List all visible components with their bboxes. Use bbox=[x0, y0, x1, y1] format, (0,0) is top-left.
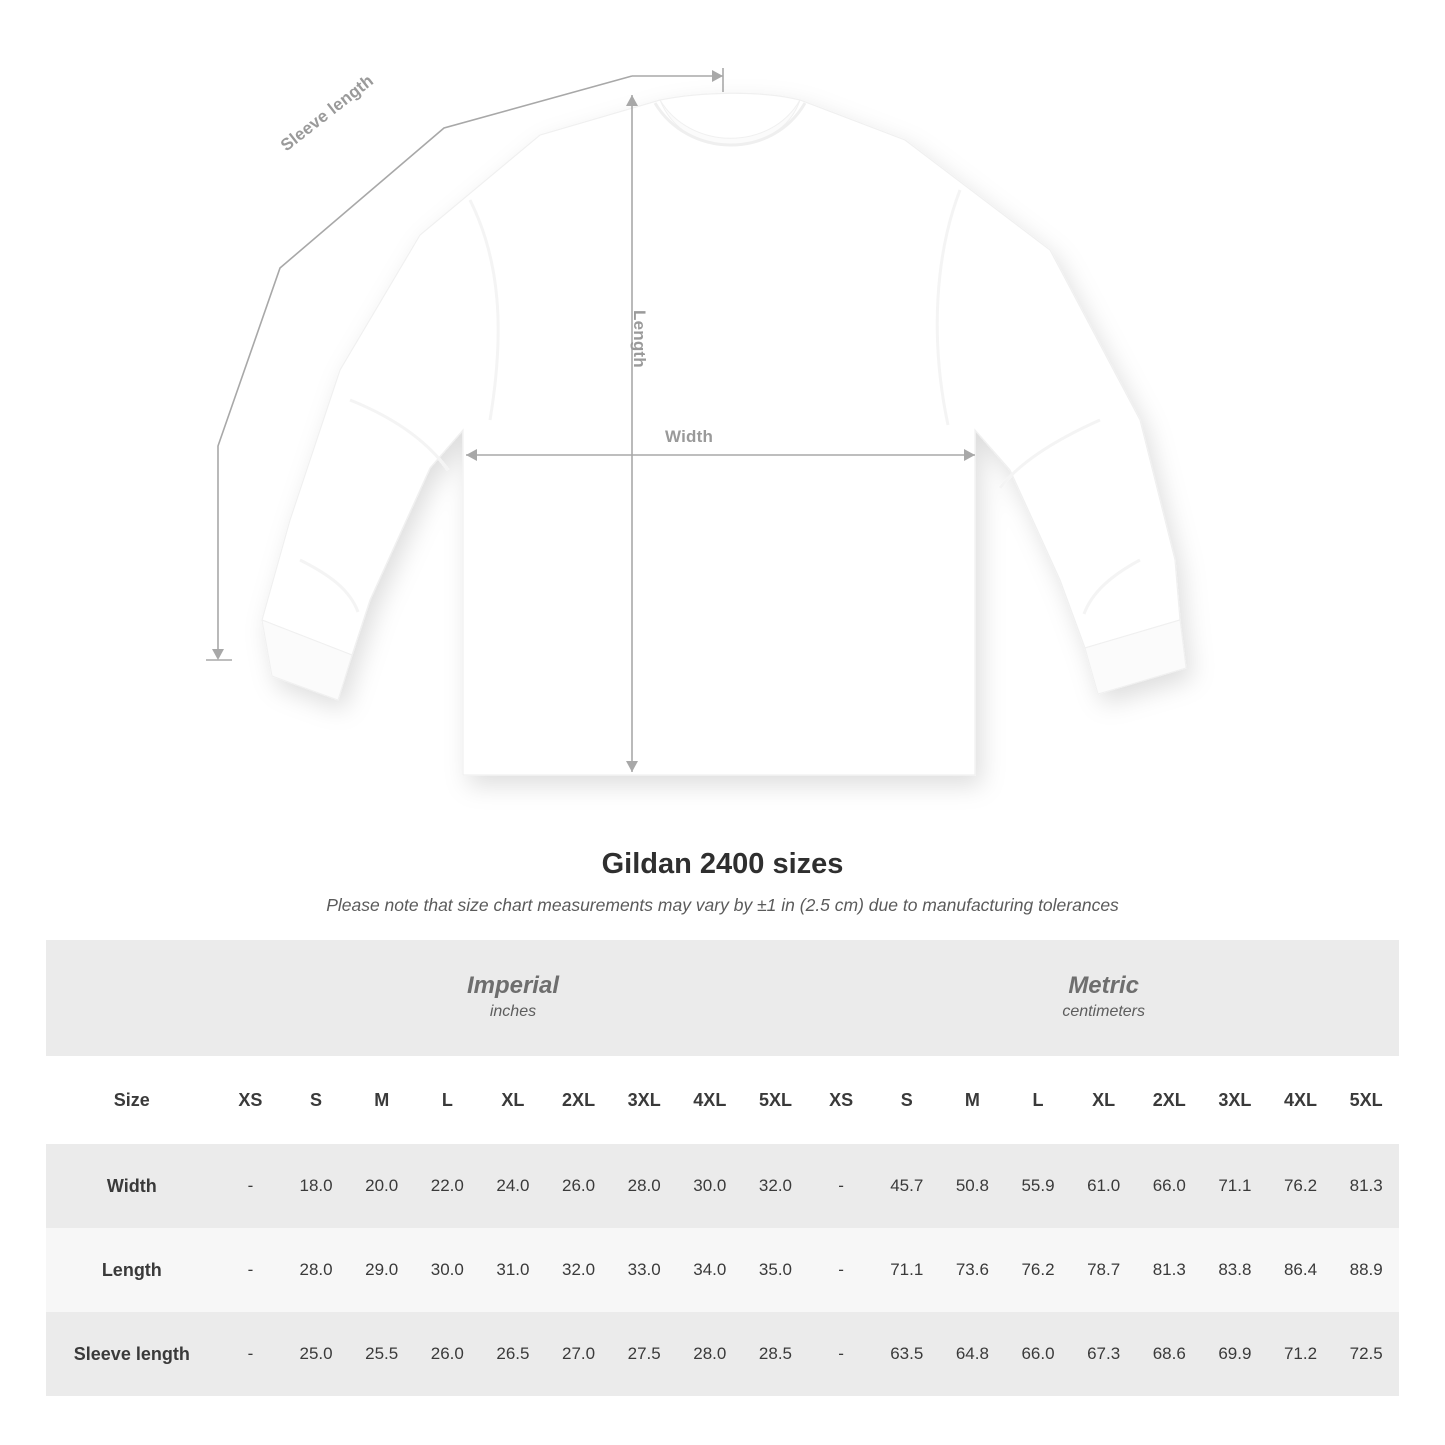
cell-length-metric-4xl: 86.4 bbox=[1268, 1228, 1334, 1312]
cell-width-imperial-3xl: 28.0 bbox=[611, 1144, 677, 1228]
cell-sleeve-metric-m: 64.8 bbox=[940, 1312, 1006, 1396]
row-label-sleeve-length: Sleeve length bbox=[46, 1312, 218, 1396]
cell-width-metric-l: 55.9 bbox=[1005, 1144, 1071, 1228]
cell-sleeve-imperial-xs: - bbox=[218, 1312, 284, 1396]
cell-length-metric-xs: - bbox=[808, 1228, 874, 1312]
cell-width-metric-xs: - bbox=[808, 1144, 874, 1228]
cell-width-imperial-l: 22.0 bbox=[415, 1144, 481, 1228]
cell-length-imperial-3xl: 33.0 bbox=[611, 1228, 677, 1312]
imperial-unit-title: Imperial bbox=[466, 971, 559, 999]
cell-length-metric-2xl: 81.3 bbox=[1136, 1228, 1202, 1312]
size-header-imperial-xs: XS bbox=[218, 1056, 284, 1144]
size-header-metric-5xl: 5XL bbox=[1333, 1056, 1399, 1144]
cell-length-imperial-xs: - bbox=[218, 1228, 284, 1312]
size-header-imperial-m: M bbox=[349, 1056, 415, 1144]
table-row bbox=[46, 1144, 1399, 1228]
cell-length-metric-xl: 78.7 bbox=[1071, 1228, 1137, 1312]
size-header-metric-xs: XS bbox=[808, 1056, 874, 1144]
cell-width-metric-s: 45.7 bbox=[874, 1144, 940, 1228]
cell-width-imperial-xl: 24.0 bbox=[480, 1144, 546, 1228]
cell-length-imperial-l: 30.0 bbox=[415, 1228, 481, 1312]
cell-sleeve-metric-3xl: 69.9 bbox=[1202, 1312, 1268, 1396]
size-header-metric-3xl: 3XL bbox=[1202, 1056, 1268, 1144]
cell-length-imperial-4xl: 34.0 bbox=[677, 1228, 743, 1312]
size-header-imperial-2xl: 2XL bbox=[546, 1056, 612, 1144]
cell-width-imperial-s: 18.0 bbox=[283, 1144, 349, 1228]
size-header-row bbox=[46, 1056, 1399, 1144]
cell-sleeve-metric-5xl: 72.5 bbox=[1333, 1312, 1399, 1396]
imperial-unit-cell bbox=[218, 940, 809, 1056]
cell-length-imperial-s: 28.0 bbox=[283, 1228, 349, 1312]
cell-sleeve-imperial-l: 26.0 bbox=[415, 1312, 481, 1396]
cell-length-metric-s: 71.1 bbox=[874, 1228, 940, 1312]
cell-sleeve-metric-l: 66.0 bbox=[1005, 1312, 1071, 1396]
sleeve-length-dimension-label: Sleeve length bbox=[277, 70, 378, 155]
row-label-length: Length bbox=[46, 1228, 218, 1312]
unit-spacer-cell bbox=[46, 940, 218, 1056]
size-table bbox=[46, 940, 1399, 1396]
row-label-width: Width bbox=[46, 1144, 218, 1228]
cell-sleeve-imperial-2xl: 27.0 bbox=[546, 1312, 612, 1396]
size-header-metric-4xl: 4XL bbox=[1268, 1056, 1334, 1144]
cell-width-metric-m: 50.8 bbox=[940, 1144, 1006, 1228]
cell-sleeve-metric-2xl: 68.6 bbox=[1136, 1312, 1202, 1396]
metric-unit-title: Metric bbox=[1068, 971, 1139, 999]
page-title: Gildan 2400 sizes bbox=[601, 848, 844, 880]
cell-length-imperial-5xl: 35.0 bbox=[743, 1228, 809, 1312]
cell-sleeve-imperial-4xl: 28.0 bbox=[677, 1312, 743, 1396]
metric-unit-sub: centimeters bbox=[1062, 1003, 1146, 1021]
width-dimension-label: Width bbox=[665, 427, 714, 446]
cell-length-imperial-2xl: 32.0 bbox=[546, 1228, 612, 1312]
metric-unit-cell bbox=[808, 940, 1399, 1056]
cell-length-metric-l: 76.2 bbox=[1005, 1228, 1071, 1312]
cell-sleeve-metric-4xl: 71.2 bbox=[1268, 1312, 1334, 1396]
size-header-imperial-xl: XL bbox=[480, 1056, 546, 1144]
cell-length-metric-3xl: 83.8 bbox=[1202, 1228, 1268, 1312]
size-table-wrap bbox=[46, 940, 1399, 1396]
cell-width-metric-3xl: 71.1 bbox=[1202, 1144, 1268, 1228]
cell-width-imperial-m: 20.0 bbox=[349, 1144, 415, 1228]
size-header-imperial-3xl: 3XL bbox=[611, 1056, 677, 1144]
cell-width-imperial-2xl: 26.0 bbox=[546, 1144, 612, 1228]
cell-length-metric-m: 73.6 bbox=[940, 1228, 1006, 1312]
cell-length-imperial-m: 29.0 bbox=[349, 1228, 415, 1312]
size-header-imperial-5xl: 5XL bbox=[743, 1056, 809, 1144]
cell-width-metric-2xl: 66.0 bbox=[1136, 1144, 1202, 1228]
cell-width-imperial-5xl: 32.0 bbox=[743, 1144, 809, 1228]
cell-sleeve-metric-s: 63.5 bbox=[874, 1312, 940, 1396]
cell-width-metric-4xl: 76.2 bbox=[1268, 1144, 1334, 1228]
unit-header-row bbox=[46, 940, 1399, 1056]
size-header-metric-xl: XL bbox=[1071, 1056, 1137, 1144]
size-header-metric-s: S bbox=[874, 1056, 940, 1144]
cell-sleeve-imperial-m: 25.5 bbox=[349, 1312, 415, 1396]
cell-sleeve-metric-xs: - bbox=[808, 1312, 874, 1396]
tolerance-note: Please note that size chart measurements may vary by ±1 in (2.5 cm) due to manufacturing tolerances bbox=[326, 895, 1119, 915]
cell-sleeve-imperial-s: 25.0 bbox=[283, 1312, 349, 1396]
cell-sleeve-metric-xl: 67.3 bbox=[1071, 1312, 1137, 1396]
cell-length-metric-5xl: 88.9 bbox=[1333, 1228, 1399, 1312]
table-row bbox=[46, 1228, 1399, 1312]
cell-sleeve-imperial-3xl: 27.5 bbox=[611, 1312, 677, 1396]
size-header-imperial-4xl: 4XL bbox=[677, 1056, 743, 1144]
imperial-unit-sub: inches bbox=[489, 1003, 537, 1021]
cell-width-metric-5xl: 81.3 bbox=[1333, 1144, 1399, 1228]
size-header-metric-l: L bbox=[1005, 1056, 1071, 1144]
size-header-metric-m: M bbox=[940, 1056, 1006, 1144]
cell-width-imperial-xs: - bbox=[218, 1144, 284, 1228]
title-block bbox=[0, 848, 1445, 916]
cell-width-metric-xl: 61.0 bbox=[1071, 1144, 1137, 1228]
cell-length-imperial-xl: 31.0 bbox=[480, 1228, 546, 1312]
cell-sleeve-imperial-5xl: 28.5 bbox=[743, 1312, 809, 1396]
shirt-shape bbox=[262, 93, 1186, 775]
table-row bbox=[46, 1312, 1399, 1396]
cell-sleeve-imperial-xl: 26.5 bbox=[480, 1312, 546, 1396]
size-header-label: Size bbox=[46, 1056, 218, 1144]
length-dimension-label: Length bbox=[630, 310, 649, 368]
size-header-metric-2xl: 2XL bbox=[1136, 1056, 1202, 1144]
size-header-imperial-s: S bbox=[283, 1056, 349, 1144]
cell-width-imperial-4xl: 30.0 bbox=[677, 1144, 743, 1228]
size-header-imperial-l: L bbox=[415, 1056, 481, 1144]
